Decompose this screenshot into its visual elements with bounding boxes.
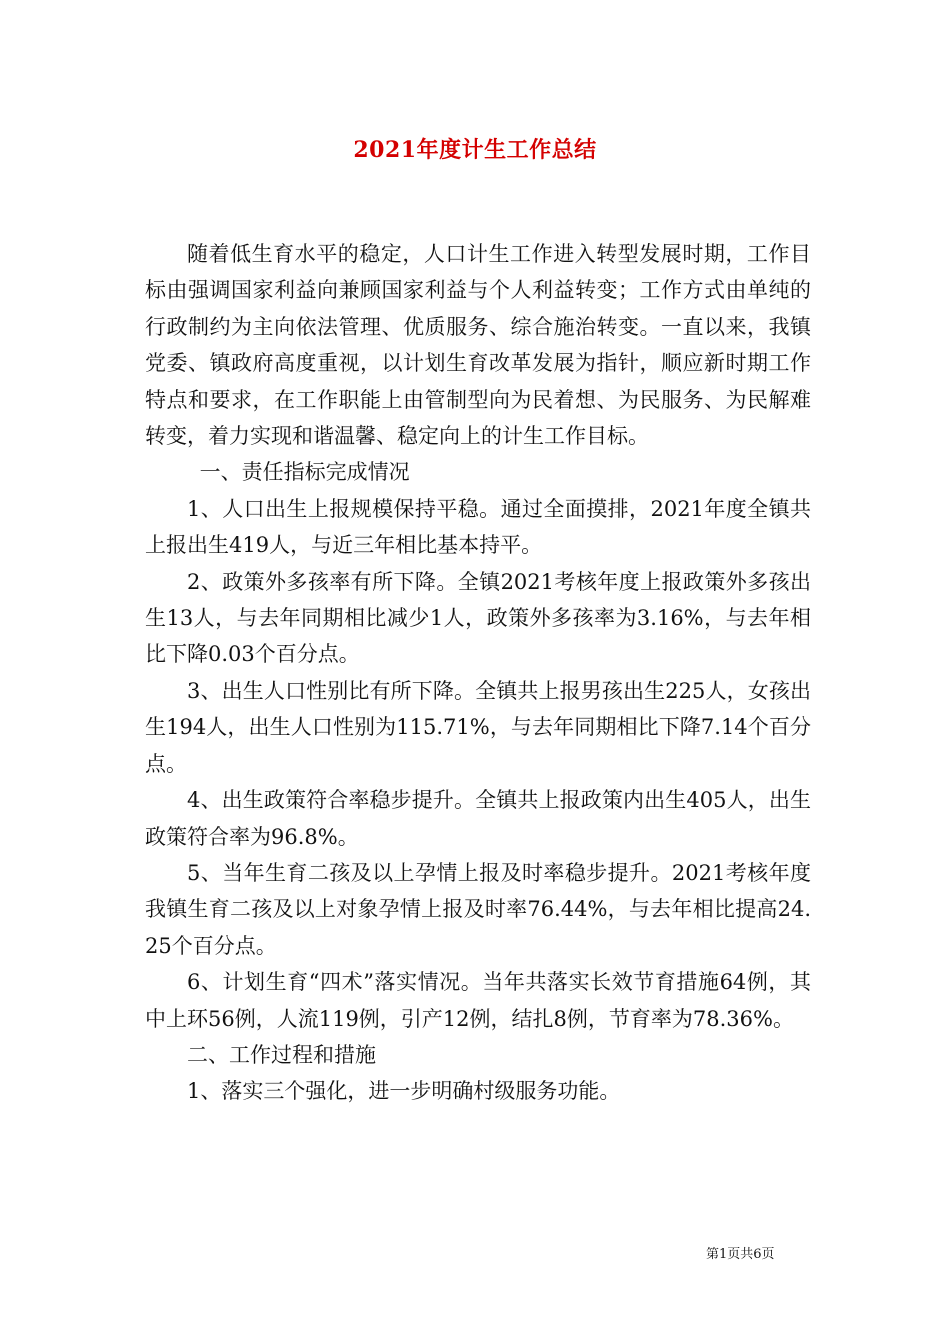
paragraph-item-6: 6、计划生育“四术”落实情况。当年共落实长效节育措施64例，其中上环56例，人流119例，引产12例，结扎8例，节育率为78.36%。 — [145, 970, 811, 1031]
paragraph-intro: 随着低生育水平的稳定，人口计生工作进入转型发展时期，工作目标由强调国家利益向兼顾国家利益与个人利益转变；工作方式由单纯的行政制约为主向依法管理、优质服务、综合施治转变。一直以来，我镇党委、镇政府高度重视，以计划生育改革发展为指针，顺应新时期工作特点和要求，在工作职能上由管制型向为民着想、为民服务、为民解难转变，着力实现和谐温馨、稳定向上的计生工作目标。 — [145, 242, 811, 449]
paragraph-item-2: 2、政策外多孩率有所下降。全镇2021考核年度上报政策外多孩出生13人，与去年同期相比减少1人，政策外多孩率为3.16%，与去年相比下降0.03个百分点。 — [145, 569, 811, 667]
document-body — [145, 236, 811, 1110]
paragraph-measure-1: 1、落实三个强化，进一步明确村级服务功能。 — [187, 1079, 621, 1104]
section-heading-1: 一、责任指标完成情况 — [199, 460, 410, 485]
paragraph-item-5: 5、当年生育二孩及以上孕情上报及时率稳步提升。2021考核年度我镇生育二孩及以上对象孕情上报及时率76.44%，与去年相比提高24.25个百分点。 — [145, 860, 811, 958]
paragraph-item-1: 1、人口出生上报规模保持平稳。通过全面摸排，2021年度全镇共上报出生419人，与近三年相比基本持平。 — [145, 496, 811, 558]
paragraph-item-3: 3、出生人口性别比有所下降。全镇共上报男孩出生225人，女孩出生194人，出生人口性别为115.71%，与去年同期相比下降7.14个百分点。 — [145, 678, 811, 776]
page-number: 第1页共6页 — [706, 1247, 775, 1262]
paragraph-item-4: 4、出生政策符合率稳步提升。全镇共上报政策内出生405人，出生政策符合率为96.8%。 — [145, 788, 811, 849]
section-heading-2: 二、工作过程和措施 — [187, 1042, 376, 1067]
document-title: 2021年度计生工作总结 — [353, 137, 597, 163]
